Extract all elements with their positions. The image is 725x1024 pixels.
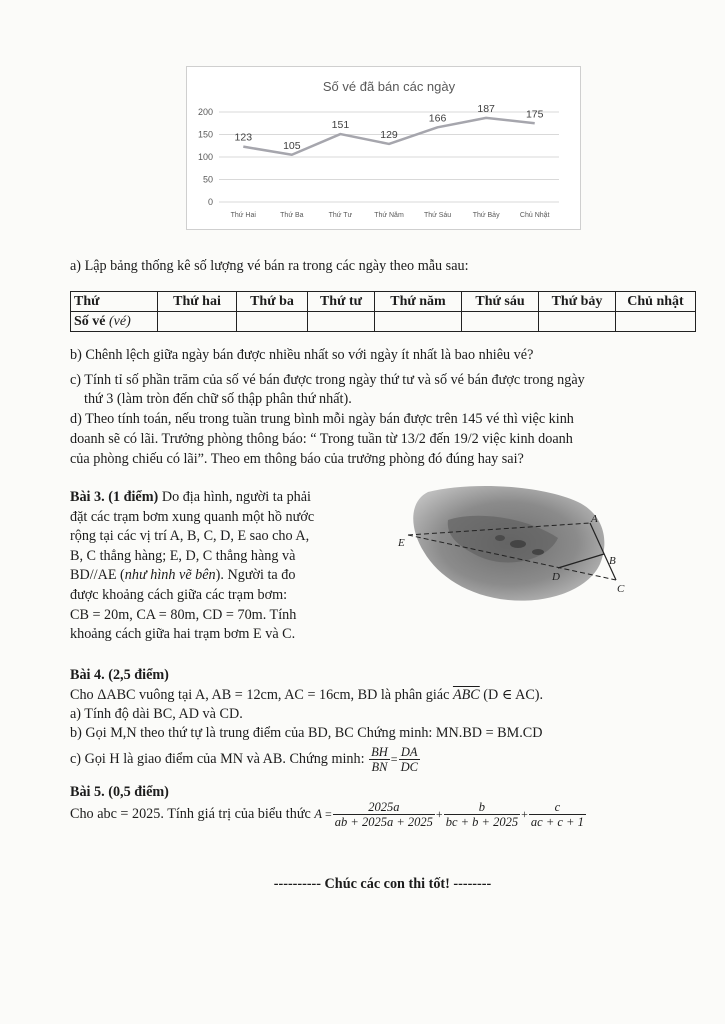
fraction-numerator: c	[529, 800, 586, 815]
table-header-cell: Thứ ba	[237, 292, 308, 312]
exercise-4-line3: b) Gọi M,N theo thứ tự là trung điểm của BD, BC Chứng minh: MN.BD = BM.CD	[70, 725, 543, 741]
table-row	[71, 312, 696, 332]
fraction-numerator: BH	[371, 745, 388, 759]
table-cell	[158, 312, 237, 332]
exercise-3-text: đặt các trạm bơm xung quanh một hồ nước	[70, 508, 315, 525]
row-label-unit: (vé)	[109, 313, 131, 329]
exercise-3-text: BD//AE (	[70, 567, 125, 584]
x-tick-label: Chủ Nhật	[519, 212, 550, 219]
exercise-3-text: được khoảng cách giữa các trạm bơm:	[70, 586, 288, 603]
exercise-3-text: ). Người ta đo	[215, 567, 296, 584]
table-cell	[375, 312, 462, 332]
angle-abc: $\overline{ABC}$	[452, 687, 480, 703]
fraction-numerator: b	[444, 800, 520, 815]
row-label-text: Số vé	[74, 313, 106, 329]
ticket-sales-chart	[186, 66, 581, 230]
lake-figure	[388, 480, 638, 615]
ticket-table	[70, 291, 696, 332]
fraction-denominator: ab + 2025a + 2025	[334, 815, 433, 829]
expression-a: A	[314, 807, 322, 821]
lake-rock	[510, 540, 526, 548]
table-header-cell: Thứ tư	[308, 292, 375, 312]
y-tick-label: 50	[202, 174, 213, 185]
data-label: 187	[477, 102, 495, 115]
y-tick-label: 200	[197, 107, 213, 117]
equals-sign: =	[390, 752, 398, 766]
fraction-bh-bn	[369, 745, 390, 774]
question-a: a) Lập bảng thống kê số lượng vé bán ra trong các ngày theo mẫu sau:	[70, 258, 469, 274]
data-label: 105	[283, 139, 301, 152]
table-row-label	[71, 312, 158, 332]
exercise-4-text: Cho ΔABC vuông tại A, AB = 12cm, AC = 16cm, BD là phân giác	[70, 687, 453, 703]
fraction-term-3	[529, 800, 586, 829]
fraction-numerator: DA	[399, 745, 420, 760]
x-tick-label: Thứ Sáu	[423, 212, 452, 219]
y-tick-label: 150	[197, 129, 213, 140]
data-label: 151	[331, 119, 350, 132]
exercise-3-text: B, C thẳng hàng; E, D, C thẳng hàng và	[70, 547, 296, 564]
equals-sign: =	[322, 807, 332, 821]
exercise-4-line4	[70, 745, 421, 774]
point-label-e: E	[398, 537, 405, 549]
exercise-4-line2: a) Tính độ dài BC, AD và CD.	[70, 706, 243, 722]
fraction-numerator: 2025a	[333, 800, 435, 815]
exercise-3-text: Do địa hình, người ta phải	[158, 489, 311, 505]
table-cell	[237, 312, 308, 332]
point-label-a: A	[591, 513, 598, 525]
table-cell	[539, 312, 616, 332]
x-tick-label: Thứ Bảy	[472, 212, 500, 219]
data-label: 123	[234, 131, 253, 144]
exercise-4-title: Bài 4. (2,5 điểm)	[70, 667, 169, 683]
exercise-3-italic: như hình vẽ bên	[124, 567, 216, 584]
table-header-row	[71, 292, 696, 312]
lake-rock	[495, 535, 505, 541]
table-header-cell: Thứ sáu	[462, 292, 539, 312]
lake-rock	[532, 549, 544, 555]
fraction-term-1	[333, 800, 435, 829]
exercise-5-text: Cho abc = 2025. Tính giá trị của biểu thức	[70, 806, 315, 822]
exercise-5-line1	[70, 800, 587, 829]
plus-sign: +	[435, 807, 443, 821]
x-tick-label: Thứ Hai	[230, 212, 256, 219]
point-label-c: C	[617, 583, 625, 595]
exercise-3-text: CB = 20m, CA = 80m, CD = 70m. Tính	[70, 606, 297, 623]
y-tick-label: 0	[207, 197, 213, 207]
x-tick-label: Thứ Ba	[280, 212, 304, 219]
data-label: 175	[525, 108, 544, 121]
exercise-3-text: khoảng cách giữa hai trạm bơm E và C.	[70, 626, 296, 643]
exercise-4-text: (D ∈ AC).	[479, 687, 544, 703]
question-d-line1: d) Theo tính toán, nếu trong tuần trung bình mỗi ngày bán được trên 145 vé thì việc kinh	[70, 411, 574, 427]
table-header-cell: Thứ hai	[158, 292, 237, 312]
fraction-denominator: bc + b + 2025	[445, 815, 519, 829]
fraction-denominator: ac + c + 1	[530, 815, 584, 829]
question-d-line3: của phòng chiếu có lãi”. Theo em thông báo của trưởng phòng đó đúng hay sai?	[70, 451, 524, 467]
data-label: 129	[380, 128, 398, 141]
question-d-line2: doanh sẽ có lãi. Trưởng phòng thông báo: “ Trong tuần từ 13/2 đến 19/2 việc kinh doanh	[70, 431, 573, 447]
table-cell	[462, 312, 539, 332]
plus-sign: +	[521, 807, 528, 821]
fraction-term-2	[444, 800, 520, 829]
question-b: b) Chênh lệch giữa ngày bán được nhiều nhất so với ngày ít nhất là bao nhiêu vé?	[70, 347, 534, 363]
x-tick-label: Thứ Năm	[374, 212, 404, 219]
fraction-da-dc	[399, 745, 420, 774]
exercise-3-text: rộng tại các vị trí A, B, C, D, E sao cho A,	[70, 528, 310, 545]
table-header-cell: Thứ bảy	[539, 292, 616, 312]
fraction-denominator: DC	[400, 760, 418, 774]
exercise-4-line1	[70, 686, 543, 705]
closing-message: ---------- Chúc các con thi tốt! --------	[273, 876, 492, 892]
y-tick-label: 100	[197, 152, 213, 162]
chart-title: Số vé đã bán các ngày	[322, 79, 456, 94]
exercise-3-title: Bài 3. (1 điểm)	[70, 489, 159, 505]
data-label: 166	[428, 112, 447, 125]
exercise-5-title: Bài 5. (0,5 điểm)	[70, 784, 169, 800]
x-tick-label: Thứ Tư	[328, 212, 353, 219]
table-header-cell: Thứ	[71, 292, 158, 312]
point-label-b: B	[609, 555, 616, 567]
chart-canvas	[187, 67, 580, 229]
question-c-line1: c) Tính tỉ số phần trăm của số vé bán được trong ngày thứ tư và số vé bán được trong ngày	[70, 372, 585, 388]
exercise-3	[70, 488, 375, 645]
table-cell	[308, 312, 375, 332]
exercise-4-text: c) Gọi H là giao điểm của MN và AB. Chứng minh:	[70, 751, 369, 767]
fraction-denominator: BN	[371, 760, 388, 774]
table-header-cell: Thứ năm	[375, 292, 462, 312]
table-header-cell: Chủ nhật	[616, 292, 696, 312]
table-cell	[616, 312, 696, 332]
point-label-d: D	[552, 571, 560, 583]
question-c-line2: thứ 3 (làm tròn đến chữ số thập phân thứ nhất).	[84, 391, 352, 407]
